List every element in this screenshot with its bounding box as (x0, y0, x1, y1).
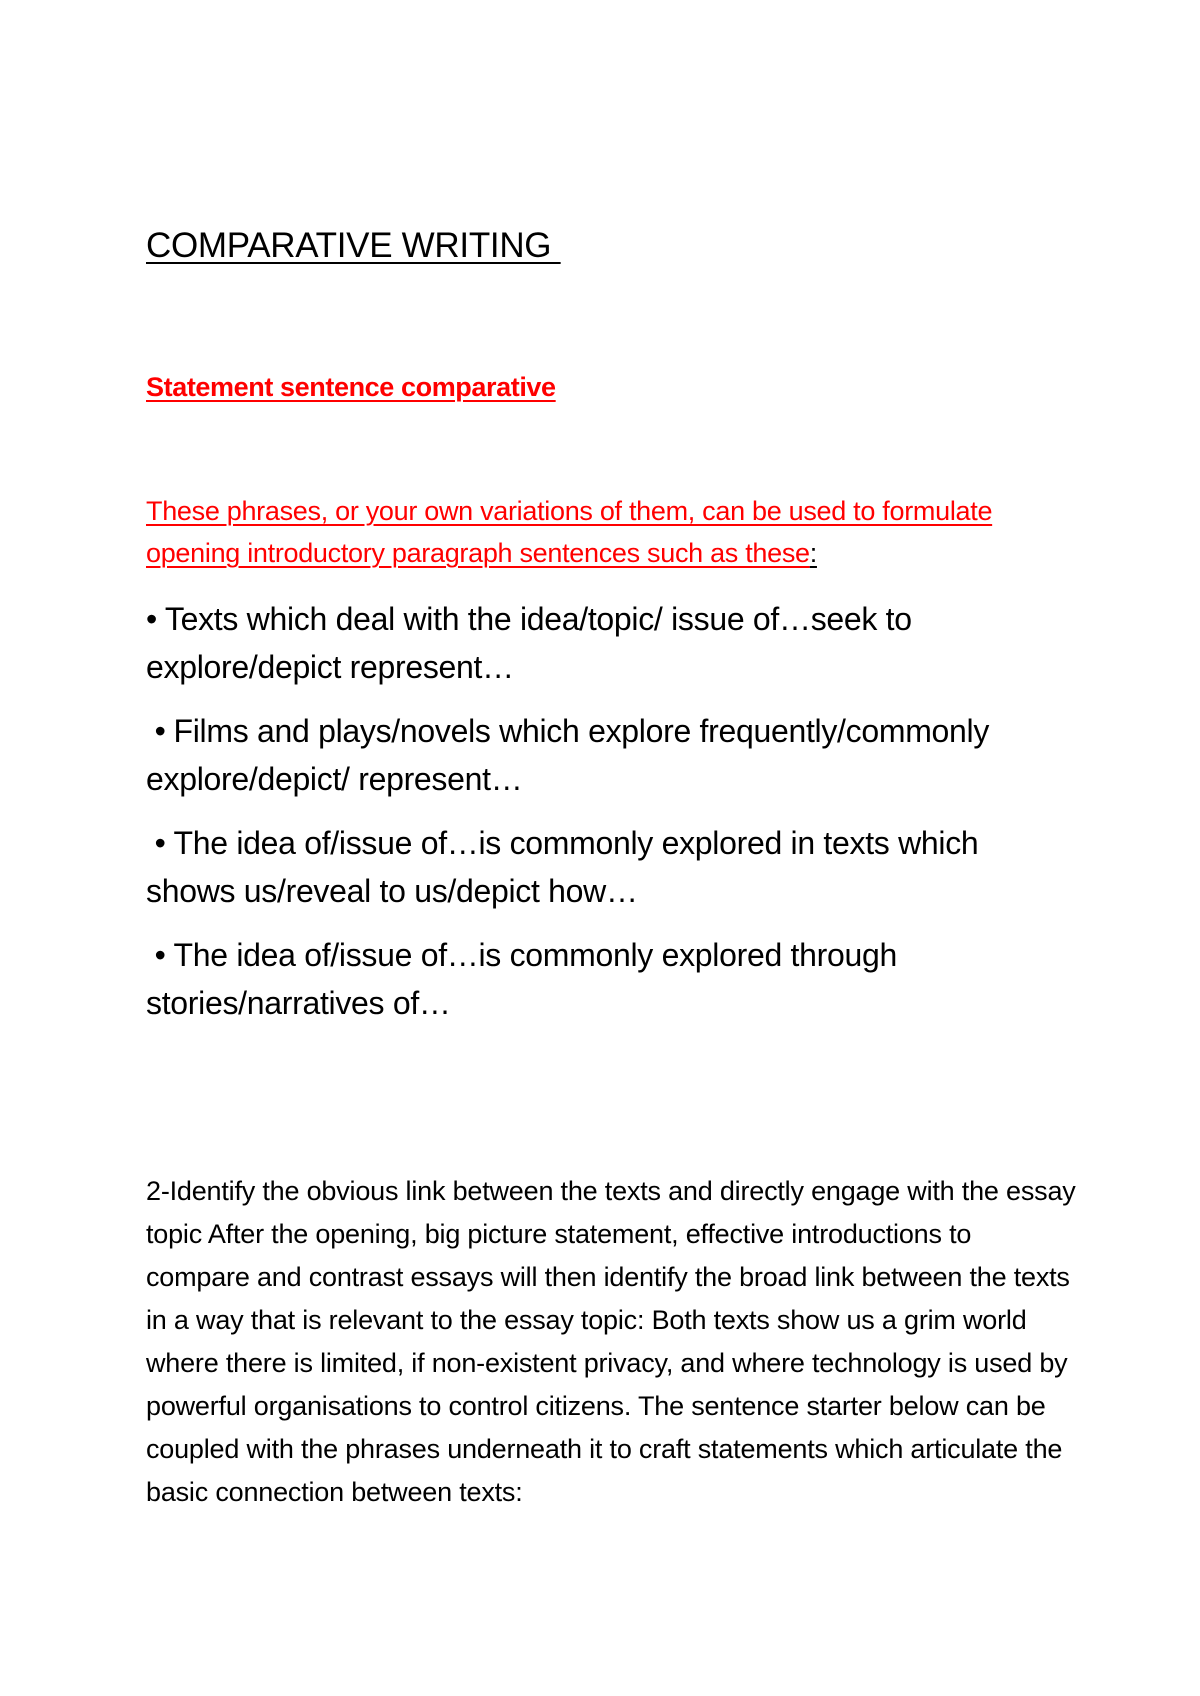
bullet-icon: • (154, 937, 166, 973)
bullet-icon: • (154, 825, 166, 861)
list-item (146, 931, 1076, 1027)
phrase-list (146, 595, 1076, 1043)
bullet-icon: • (154, 713, 166, 749)
intro-text: These phrases, or your own variations of them, can be used to formulate opening introductory paragraph sentences such as these (146, 496, 993, 568)
document-title: COMPARATIVE WRITING (146, 226, 561, 265)
list-item (146, 707, 1076, 803)
list-item (146, 595, 1076, 691)
list-item-text: Texts which deal with the idea/topic/ issue of…seek to explore/depict represent… (146, 601, 912, 685)
list-item-text: The idea of/issue of…is commonly explored through stories/narratives of… (146, 937, 897, 1021)
list-item (146, 819, 1076, 915)
body-paragraph: 2-Identify the obvious link between the texts and directly engage with the essay topic After the opening, big picture statement, effective introductions to compare and contrast essays will then identify the broad link between the texts in a way that is relevant to the essay topic: Both texts show us a grim world where there is limited, if non-existent privacy, and where technology is used by powerful organisations to control citizens. The sentence starter below can be coupled with the phrases underneath it to craft statements which articulate the basic connection between texts: (146, 1176, 1076, 1507)
bullet-icon: • (146, 601, 157, 637)
intro-colon: : (809, 538, 817, 568)
intro-instruction (146, 490, 1076, 574)
section-subheading: Statement sentence comparative (146, 372, 556, 402)
list-item-text: The idea of/issue of…is commonly explored in texts which shows us/reveal to us/depict how… (146, 825, 979, 909)
list-item-text: Films and plays/novels which explore frequently/commonly explore/depict/ represent… (146, 713, 990, 797)
